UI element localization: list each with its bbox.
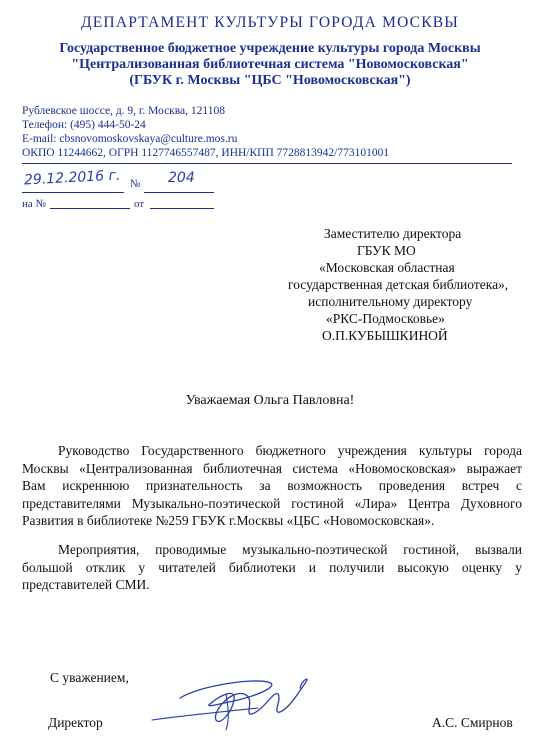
paragraph-line: Руководство Государственного бюджетного учреждения культуры города: [58, 443, 522, 458]
number-label: №: [130, 178, 141, 190]
addressee-line: исполнительному директору: [308, 294, 473, 309]
org-ids: ОКПО 11244662, ОГРН 1127746557487, ИНН/КПП 7728813942/773101001: [22, 147, 390, 159]
body-paragraph-2: [22, 541, 522, 594]
addressee-line: государственная детская библиотека»,: [288, 277, 509, 292]
org-address: Рублевское шоссе, д. 9, г. Москва, 121108: [22, 105, 225, 117]
paragraph-line: Москвы «Централизованная библиотечная система «Новомосковская» выражает: [22, 460, 522, 476]
department-title: ДЕПАРТАМЕНТ КУЛЬТУРЫ ГОРОДА МОСКВЫ: [80, 14, 459, 31]
org-name-line3: (ГБУК г. Москвы "ЦБС "Новомосковская"): [129, 73, 411, 88]
paragraph-line: представителями Музыкально-поэтической гостиной «Лира» Центра Духовного: [22, 495, 522, 511]
outgoing-number-line: [22, 167, 222, 194]
signature-icon: [140, 660, 340, 740]
addressee-line: «РКС-Подмосковье»: [326, 311, 445, 326]
ref-field: [50, 198, 130, 209]
signatory-position: Директор: [48, 715, 103, 730]
greeting: Уважаемая Ольга Павловна!: [185, 393, 355, 408]
paragraph-line: Мероприятия, проводимые музыкально-поэтической гостиной, вызвали: [58, 542, 522, 557]
closing-regards: С уважением,: [50, 670, 129, 685]
reference-line: [22, 198, 222, 212]
date-handwritten: 29.12.2016 г.: [23, 167, 121, 189]
paragraph-line: Вам искреннюю признательность за возможность проведения встреч с: [22, 478, 522, 493]
addressee-line: Заместителю директора: [324, 226, 462, 241]
body-paragraph-1: [22, 442, 522, 530]
paragraph-line: Развития в библиотеке №259 ГБУК г.Москвы «ЦБС «Новомосковская».: [22, 513, 435, 528]
org-name-line1: Государственное бюджетное учреждение культуры города Москвы: [59, 41, 481, 56]
paragraph-line: большой отклик у читателей библиотеки и получили высокую оценку у: [22, 559, 522, 575]
addressee-line: ГБУК МО: [357, 243, 416, 258]
signatory-name: А.С. Смирнов: [432, 715, 513, 730]
org-phone: Телефон: (495) 444-50-24: [22, 119, 146, 131]
org-email: E-mail: cbsnovomoskovskaya@culture.mos.ru: [22, 133, 238, 145]
number-handwritten: 204: [168, 170, 195, 186]
addressee-line: О.П.КУБЫШКИНОЙ: [322, 328, 448, 343]
paragraph-line: представителей СМИ.: [22, 577, 150, 592]
letterhead-divider: [22, 163, 512, 164]
from-field: [150, 198, 214, 209]
from-label: от: [134, 198, 145, 210]
addressee-line: «Московская областная: [319, 260, 455, 275]
org-name-line2: "Централизованная библиотечная система "Новомосковская": [71, 57, 469, 72]
ref-label: на №: [22, 198, 47, 210]
